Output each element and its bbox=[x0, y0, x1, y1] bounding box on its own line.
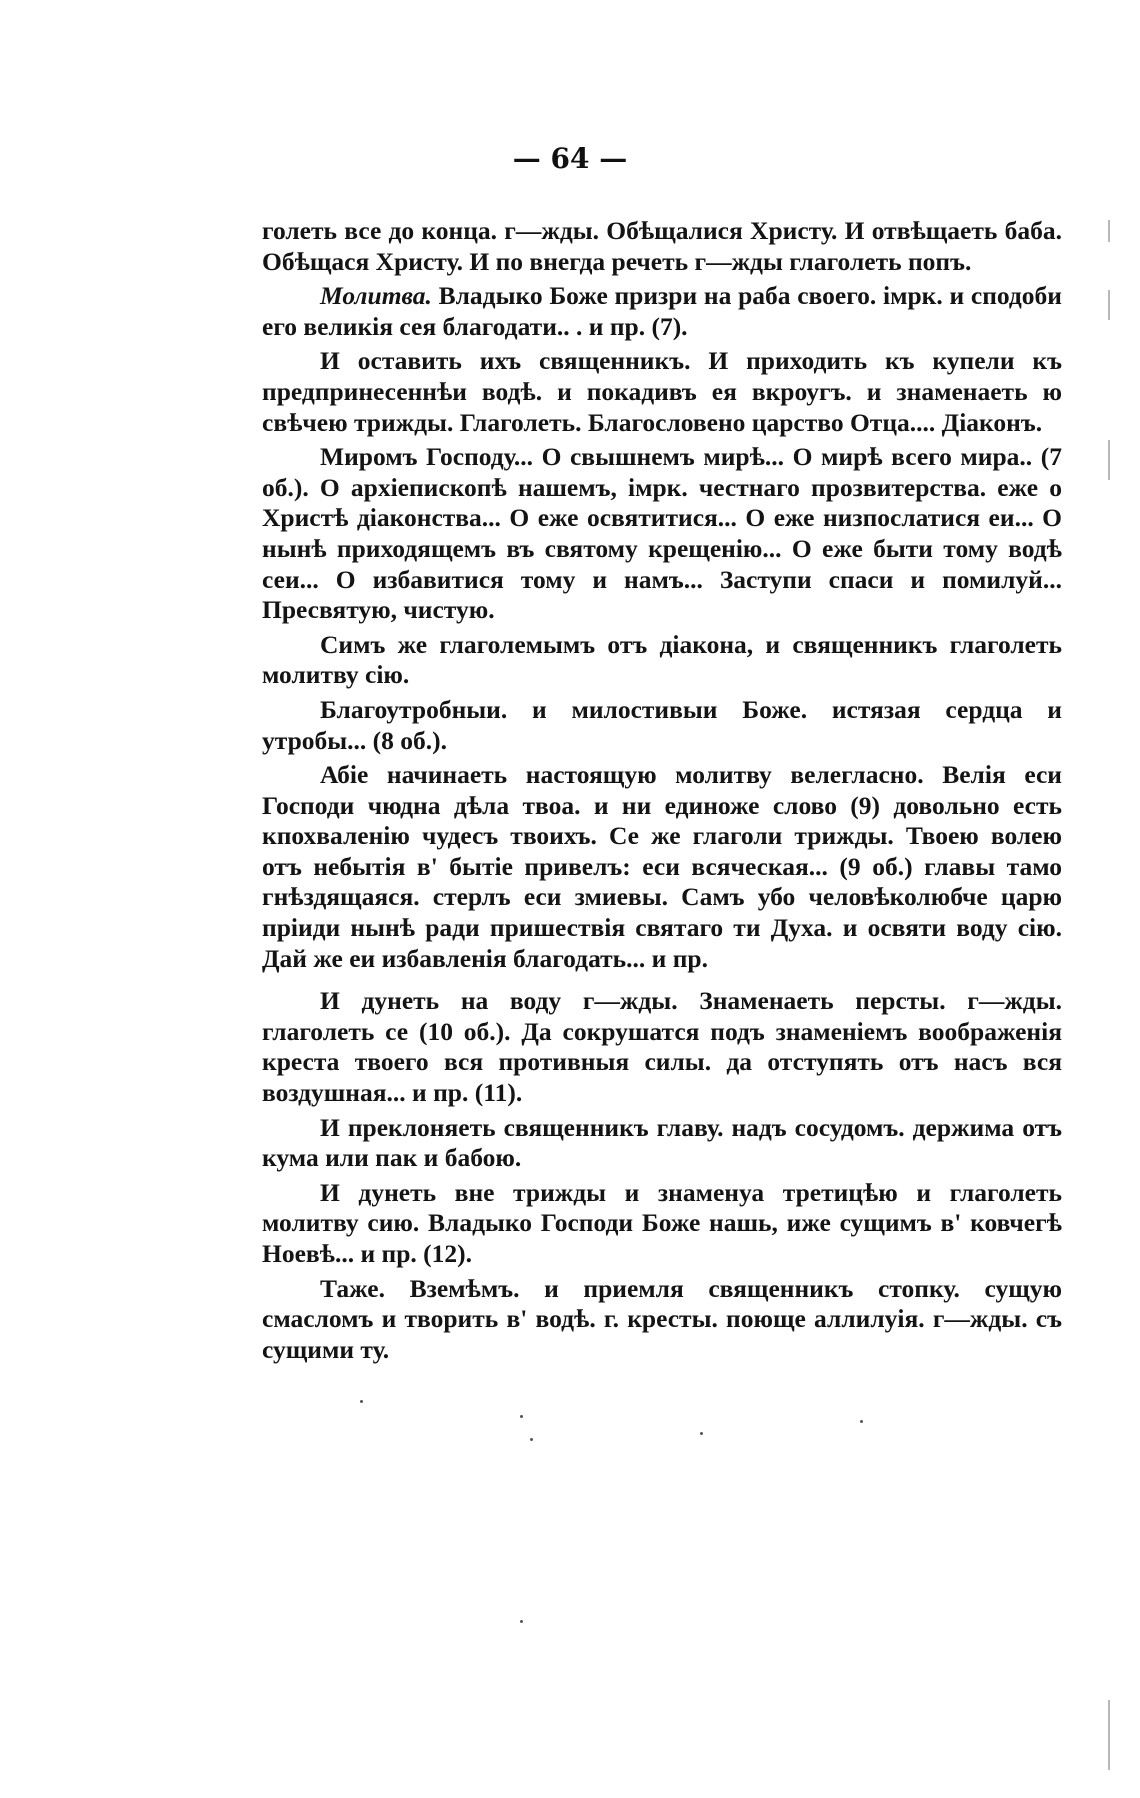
scan-edge-mark bbox=[1108, 290, 1110, 320]
scan-speck bbox=[520, 1415, 523, 1418]
scan-speck bbox=[860, 1420, 863, 1423]
prayer-label: Молитва. bbox=[320, 281, 432, 311]
paragraph-5: Симъ же глаголемымъ отъ діакона, и священникъ глаголеть молитву сію. bbox=[262, 629, 1062, 690]
scan-speck bbox=[530, 1438, 533, 1441]
paragraph-7: Абіе начинаеть настоящую молитву велегласно. Велія еси Господи чюдна дѣла твоа. и ни единоже слово (9) довольно есть кпохваленію чудесъ твоихъ. Се же глаголи трижды. Твоею волею отъ небытія в' бытіе привелъ: еси всяческая... (9 об.) главы тамо гнѣздящаяся. стерлъ еси змиевы. Самъ убо человѣколюбче царю пріиди нынѣ ради пришествія святаго ти Духа. и освяти воду сію. Дай же еи избавленія благодать... и пр. bbox=[262, 760, 1062, 973]
paragraph-3: И оставить ихъ священникъ. И приходить къ купели къ предпринесеннѣи водѣ. и покадивъ ея вкроугъ. и знаменаеть ю свѣчею трижды. Глаголеть. Благословено царство Отца.... Діаконъ. bbox=[262, 346, 1062, 437]
body-text bbox=[262, 216, 1062, 1369]
scan-speck bbox=[360, 1400, 363, 1403]
paragraph-2-text: Владыко Боже призри на раба своего. імрк. и сподоби его великія сея благодати.. . и пр. (7). bbox=[262, 281, 1062, 341]
paragraph-4: Миромъ Господу... О свышнемъ мирѣ... О мирѣ всего мира.. (7 об.). О архіепископѣ нашемъ, імрк. честнаго прозвитерства. еже о Христѣ діаконства... О еже освятитися... О еже низпослатися еи... О нынѣ приходящемъ въ святому крещенію... О еже быти тому водѣ сеи... О избавитися тому и намъ... Заступи спаси и помилуй... Пресвятую, чистую. bbox=[262, 442, 1062, 625]
page-number: — 64 — bbox=[512, 142, 628, 175]
paragraph-11: Таже. Вземѣмъ. и приемля священникъ стопку. сущую смасломъ и творить в' водѣ. г. кресты. поюще аллилуія. г—жды. съ сущими ту. bbox=[262, 1273, 1062, 1364]
scan-speck bbox=[520, 1620, 523, 1623]
paragraph-10: И дунеть вне трижды и знаменуа третицѣю и глаголеть молитву сию. Владыко Господи Боже нашь, иже сущимъ в' ковчегѣ Ноевѣ... и пр. (12). bbox=[262, 1177, 1062, 1268]
scan-speck bbox=[700, 1432, 703, 1435]
paragraph-6: Благоутробныи. и милостивыи Боже. истязая сердца и утробы... (8 об.). bbox=[262, 694, 1062, 755]
paragraph-9: И преклоняеть священникъ главу. надъ сосудомъ. держима отъ кума или пак и бабою. bbox=[262, 1112, 1062, 1173]
paragraph-2 bbox=[262, 281, 1062, 342]
scan-edge-mark bbox=[1108, 1700, 1110, 1770]
scan-edge-mark bbox=[1108, 220, 1110, 242]
paragraph-1: голеть все до конца. г—жды. Обѣщалися Христу. И отвѣщаеть баба. Обѣщася Христу. И по внегда речеть г—жды глаголеть попъ. bbox=[262, 216, 1062, 276]
paragraph-8: И дунеть на воду г—жды. Знаменаеть персты. г—жды. глаголеть се (10 об.). Да сокрушатся подъ знаменіемъ воображенія креста твоего вся противныя силы. да отступять отъ насъ вся воздушная... и пр. (11). bbox=[262, 986, 1062, 1108]
scan-edge-mark bbox=[1108, 440, 1110, 480]
